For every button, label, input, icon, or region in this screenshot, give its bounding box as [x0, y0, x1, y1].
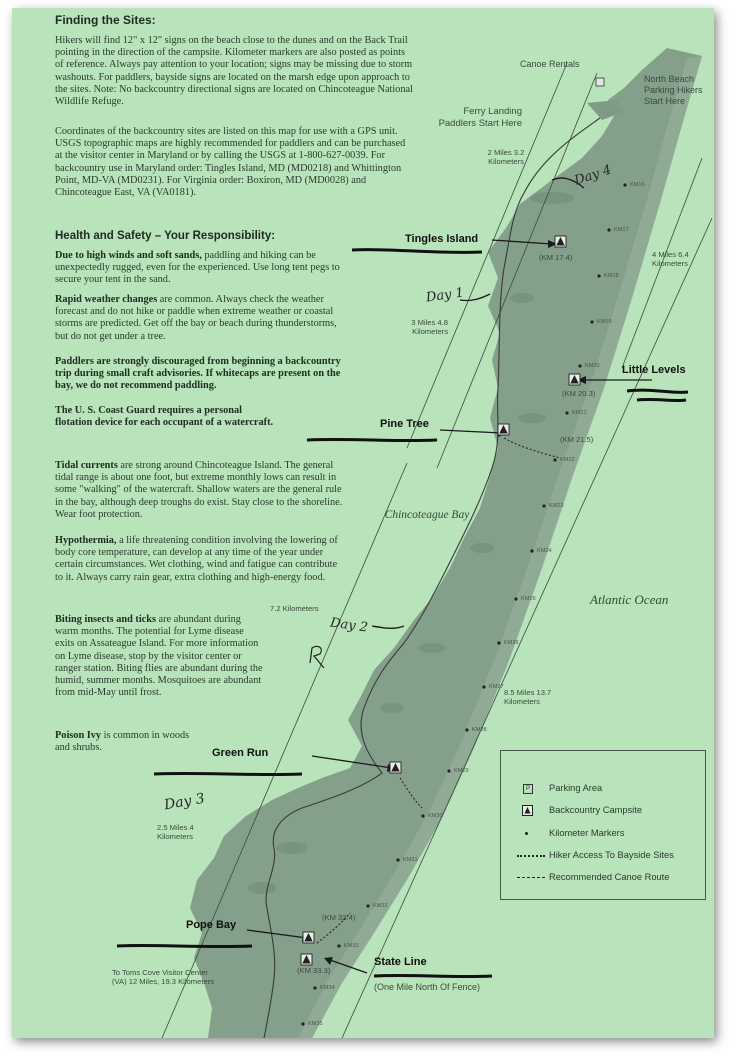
- label-km-32-4: (KM 32.4): [322, 913, 356, 922]
- label-canoe-rentals: Canoe Rentals: [520, 59, 580, 69]
- finding-paragraph-1: Hikers will find 12" x 12" signs on the beach close to the dunes and on the Back Trail pointing in the direction of the campsite. Kilometer markers are also posted as points of reference. Always pay attention to your location; signs may be missing due to storm washouts. For paddlers, bayside signs are located on the marsh edge upon approach to the sites. Note: No backcountry directional signs are located on Chincoteague National Wildlife Refuge.: [55, 35, 413, 108]
- handwritten-r-mark: [310, 646, 324, 668]
- km-marker-label: KM33: [344, 943, 359, 949]
- km-marker-label: KM18: [604, 273, 619, 279]
- label-dist-3-miles: 3 Miles 4.8 Kilometers: [411, 318, 448, 336]
- map-legend: [500, 750, 706, 900]
- parking-icon: P: [523, 784, 533, 794]
- dotted-line-icon: [517, 855, 545, 857]
- safety-heading: Health and Safety – Your Responsibility:: [55, 230, 276, 242]
- label-chincoteague-bay: Chincoteague Bay: [384, 509, 470, 521]
- safety-hypothermia-text: a life threatening condition involving the lowering of body core temperature, can develop at any time of the year under certain circumstances. Wet clothing, wind and fatigue can contribute to it. Always carry rain gear, extra clothing and high-energy food.: [55, 535, 338, 583]
- km-marker-label: KM20: [585, 363, 600, 369]
- label-km-33-3: (KM 33.3): [297, 966, 331, 975]
- km-marker-label: KM24: [537, 548, 552, 554]
- parking-symbol-map: [596, 78, 604, 86]
- handwritten-day-2: Day 2: [329, 615, 369, 636]
- handwritten-day-1: Day 1: [425, 285, 465, 306]
- safety-paragraph-advisories: Paddlers are strongly discouraged from beginning a backcountry trip during small craft advisories. If whitecaps are present on the bay, we do not recommend paddling.: [55, 356, 341, 392]
- site-green-run: Green Run: [212, 747, 269, 759]
- km-marker-label: KM26: [504, 640, 519, 646]
- label-dist-8-5-miles: 8.5 Miles 13.7 Kilometers: [504, 688, 552, 706]
- label-km-20-3: (KM 20.3): [562, 389, 596, 398]
- handwritten-day-4: Day 4: [572, 162, 614, 189]
- safety-paragraph-wind: [55, 250, 355, 287]
- safety-paragraph-hypothermia: [55, 535, 340, 584]
- km-marker-label: KM28: [472, 727, 487, 733]
- label-north-beach: North Beach Parking Hikers Start Here: [644, 74, 703, 106]
- site-little-levels: Little Levels: [622, 364, 686, 376]
- safety-paragraph-poison-ivy: [55, 730, 205, 754]
- safety-insects-bold: Biting insects and ticks: [55, 614, 156, 625]
- safety-poison-ivy-bold: Poison Ivy: [55, 730, 102, 741]
- label-one-mile-north: (One Mile North Of Fence): [374, 982, 481, 992]
- safety-wind-text: paddling and hiking can be unexpectedly rugged, even for the experienced. Use long tent pegs to secure your tent in the sand.: [55, 250, 340, 286]
- km-marker-label: KM19: [597, 319, 612, 325]
- legend-parking-label: Parking Area: [549, 783, 603, 793]
- km-marker-label: KM23: [549, 503, 564, 509]
- safety-weather-text: are common. Always check the weather forecast and do not hike or paddle when extreme weather or coastal storms are predicted. Get off the bay or beach during thunderstorms, but do not get under a tree.: [55, 294, 337, 342]
- km-marker-label: KM29: [454, 768, 469, 774]
- site-pine-tree: Pine Tree: [380, 418, 429, 430]
- safety-hypothermia-bold: Hypothermia,: [55, 535, 117, 546]
- safety-paragraph-weather: [55, 294, 345, 343]
- km-marker-label: KM22: [560, 457, 575, 463]
- safety-poison-ivy-text: is common in woods and shrubs.: [55, 730, 190, 754]
- label-km-17-4: (KM 17.4): [539, 253, 573, 262]
- km-marker-label: KM34: [320, 985, 335, 991]
- safety-wind-bold: Due to high winds and soft sands,: [55, 250, 202, 261]
- label-dist-2-miles: 2 Miles 3.2 Kilometers: [487, 148, 525, 166]
- safety-insects-text: are abundant during warm months. The potential for Lyme disease exits on Assateague Island. For more information on Lyme disease, stop by the visitor center or ranger station. Biting flies are abundant during the humid, summer months. Mosquitoes are abundant from mid-May until frost.: [55, 614, 263, 699]
- km-marker-label: KM25: [521, 596, 536, 602]
- dashed-line-icon: [517, 877, 545, 878]
- site-tingles-island: Tingles Island: [405, 233, 479, 245]
- finding-paragraph-2: Coordinates of the backcountry sites are listed on this map for use with a GPS unit. USGS topographic maps are highly recommended for paddlers and can be purchased at the visitor center in Maryland or by calling the USGS at 1-800-627-0039. For backcountry use in Maryland order: Tingles Island, MD (MD0218) and Whittington Point, MD-VA (MD0231). For Virginia order: Boxiron, MD (MD0028) and Chincoteague East, VA (VA0181).: [55, 126, 406, 199]
- finding-heading: Finding the Sites:: [55, 13, 156, 27]
- label-atlantic-ocean: Atlantic Ocean: [590, 592, 669, 607]
- safety-weather-bold: Rapid weather changes: [55, 294, 158, 305]
- km-marker-label: KM30: [428, 813, 443, 819]
- label-toms-cove: To Toms Cove Visitor Center (VA) 12 Miles, 19.3 Kilometers: [112, 968, 214, 986]
- legend-campsite-label: Backcountry Campsite: [549, 805, 643, 815]
- safety-tides-bold: Tidal currents: [55, 460, 118, 471]
- legend-canoe-route-label: Recommended Canoe Route: [549, 872, 670, 882]
- km-marker-label: KM35: [308, 1021, 323, 1027]
- campsite-icon: [522, 805, 533, 818]
- map-sheet: [12, 8, 714, 1038]
- km-marker-label: KM21: [572, 410, 587, 416]
- safety-paragraph-insects: [55, 614, 265, 699]
- km-marker-label: KM16: [630, 182, 645, 188]
- label-dist-4-miles: 4 Miles 6.4 Kilometers: [652, 250, 689, 268]
- label-km-21-5: (KM 21.5): [560, 435, 594, 444]
- safety-tides-text: are strong around Chincoteague Island. The general tidal range is about one foot, but extreme monthly lows can result in some "walking" of the watercraft. Shallow waters are the general rule in the bay, although deep troughs do exist. Stay close to the shoreline. Wear foot protection.: [55, 460, 343, 520]
- site-state-line: State Line: [374, 956, 427, 968]
- legend-km-label: Kilometer Markers: [549, 828, 625, 838]
- safety-paragraph-coast-guard: The U. S. Coast Guard requires a personal flotation device for each occupant of a watercraft.: [55, 405, 274, 429]
- label-ferry-landing: Ferry Landing Paddlers Start Here: [438, 106, 522, 129]
- label-dist-2-5-miles: 2.5 Miles 4 Kilometers: [157, 823, 194, 841]
- label-dist-7-2-km: 7.2 Kilometers: [270, 604, 319, 613]
- km-marker-label: KM32: [373, 903, 388, 909]
- handwritten-day-3: Day 3: [162, 790, 206, 814]
- km-marker-label: KM31: [403, 857, 418, 863]
- km-marker-label: KM17: [614, 227, 629, 233]
- legend-hiker-access-label: Hiker Access To Bayside Sites: [549, 850, 674, 860]
- km-marker-dot-icon: [525, 832, 528, 835]
- site-pope-bay: Pope Bay: [186, 919, 237, 931]
- km-marker-label: KM27: [489, 684, 504, 690]
- safety-paragraph-tides: [55, 460, 347, 521]
